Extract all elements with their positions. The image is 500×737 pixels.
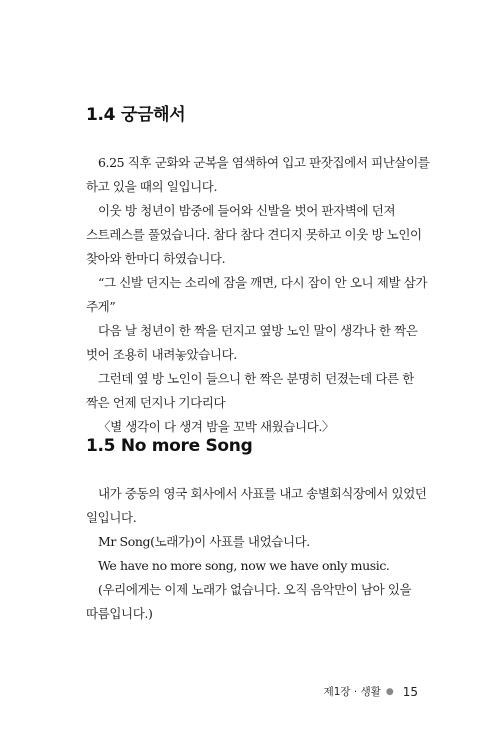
paragraph: (우리에게는 이제 노래가 없습니다. 오직 음악만이 남아 있을 따름입니다.): [86, 582, 412, 621]
paragraph: 〈별 생각이 다 생겨 밤을 꼬박 새웠습니다.〉: [98, 419, 335, 434]
paragraph: 다음 날 청년이 한 짝을 던지고 옆방 노인 말이 생각나 한 짝은 벗어 조용히 내려놓았습니다.: [86, 323, 418, 362]
section-heading: 1.4 궁금해서: [86, 105, 186, 125]
section-heading: 1.5 No more Song: [86, 436, 253, 456]
page-number: 15: [402, 684, 418, 699]
bullet-icon: ●: [385, 686, 394, 697]
section-1-5: [86, 436, 431, 626]
paragraph: 6.25 직후 군화와 군복을 염색하여 입고 판잣집에서 피난살이를 하고 있을 때의 일입니다.: [86, 155, 430, 194]
page-footer: [324, 684, 418, 699]
paragraph: We have no more song, now we have only music.: [98, 558, 390, 573]
paragraph: 내가 중동의 영국 회사에서 사표를 내고 송별회식장에서 있었던 일입니다.: [86, 486, 427, 525]
section-1-4: [86, 100, 431, 439]
chapter-label: 제1장 · 생활: [323, 686, 381, 698]
paragraph: 이웃 방 청년이 밤중에 들어와 신발을 벗어 판자벽에 던져 스트레스를 풀었습니다. 참다 참다 견디지 못하고 이웃 방 노인이 찾아와 한마디 하였습니다.: [86, 203, 422, 266]
paragraph-quote: “그 신발 던지는 소리에 잠을 깨면, 다시 잠이 안 오니 제발 삼가 주게”: [86, 275, 428, 314]
paragraph: Mr Song(노래가)이 사표를 내었습니다.: [98, 534, 310, 549]
paragraph: 그런데 옆 방 노인이 들으니 한 짝은 분명히 던졌는데 다른 한 짝은 언제 던지나 기다리다: [86, 371, 414, 410]
